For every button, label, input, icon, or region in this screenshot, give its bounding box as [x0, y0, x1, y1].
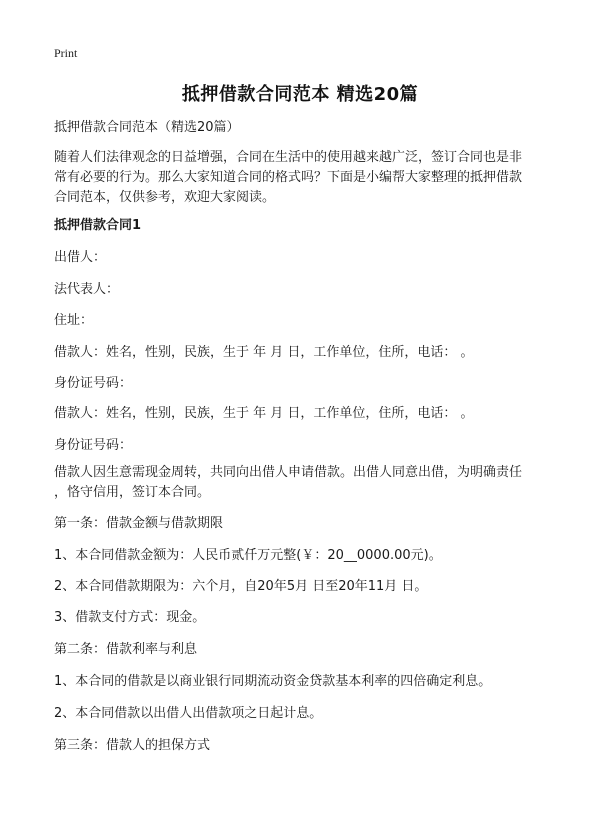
article-item: 1、本合同的借款是以商业银行同期流动资金贷款基本利率的四倍确定利息。 — [54, 674, 492, 689]
borrower-field: 借款人：姓名，性别，民族，生于 年 月 日，工作单位，住所，电话： 。 — [54, 345, 474, 360]
address-field: 住址： — [54, 313, 94, 328]
article-item: 1、本合同借款金额为：人民币贰仟万元整(￥：20__0000.00元)。 — [54, 548, 442, 563]
intro-line: 常有必要的行为。那么大家知道合同的格式吗？下面是小编帮大家整理的抵押借款 — [54, 170, 523, 185]
id-number-field: 身份证号码： — [54, 376, 133, 391]
document-title: 抵押借款合同范本 精选20篇 — [181, 84, 419, 105]
article-item: 3、借款支付方式：现金。 — [54, 610, 206, 625]
purpose-paragraph — [54, 463, 554, 503]
article-item: 2、本合同借款以出借人出借款项之日起计息。 — [54, 706, 323, 721]
article-item: 2、本合同借款期限为：六个月，自20年5月 日至20年11月 日。 — [54, 579, 428, 594]
article-heading: 第一条：借款金额与借款期限 — [54, 516, 224, 531]
legal-rep-field: 法代表人： — [54, 282, 120, 297]
article-heading: 第三条：借款人的担保方式 — [54, 738, 211, 753]
purpose-line: 借款人因生意需现金周转，共同向出借人申请借款。出借人同意出借，为明确责任 — [54, 465, 523, 480]
article-heading: 第二条：借款利率与利息 — [54, 642, 198, 657]
document-subtitle: 抵押借款合同范本（精选20篇） — [54, 120, 240, 135]
section-heading: 抵押借款合同1 — [54, 218, 142, 233]
intro-line: 合同范本，仅供参考，欢迎大家阅读。 — [54, 190, 276, 205]
purpose-line: ，恪守信用，签订本合同。 — [54, 485, 211, 500]
lender-field: 出借人： — [54, 250, 107, 265]
print-label: Print — [54, 46, 78, 60]
id-number-field: 身份证号码： — [54, 438, 133, 453]
intro-paragraph — [54, 148, 554, 208]
borrower-field: 借款人：姓名，性别，民族，生于 年 月 日，工作单位，住所，电话： 。 — [54, 406, 474, 421]
intro-line: 随着人们法律观念的日益增强，合同在生活中的使用越来越广泛，签订合同也是非 — [54, 150, 523, 165]
